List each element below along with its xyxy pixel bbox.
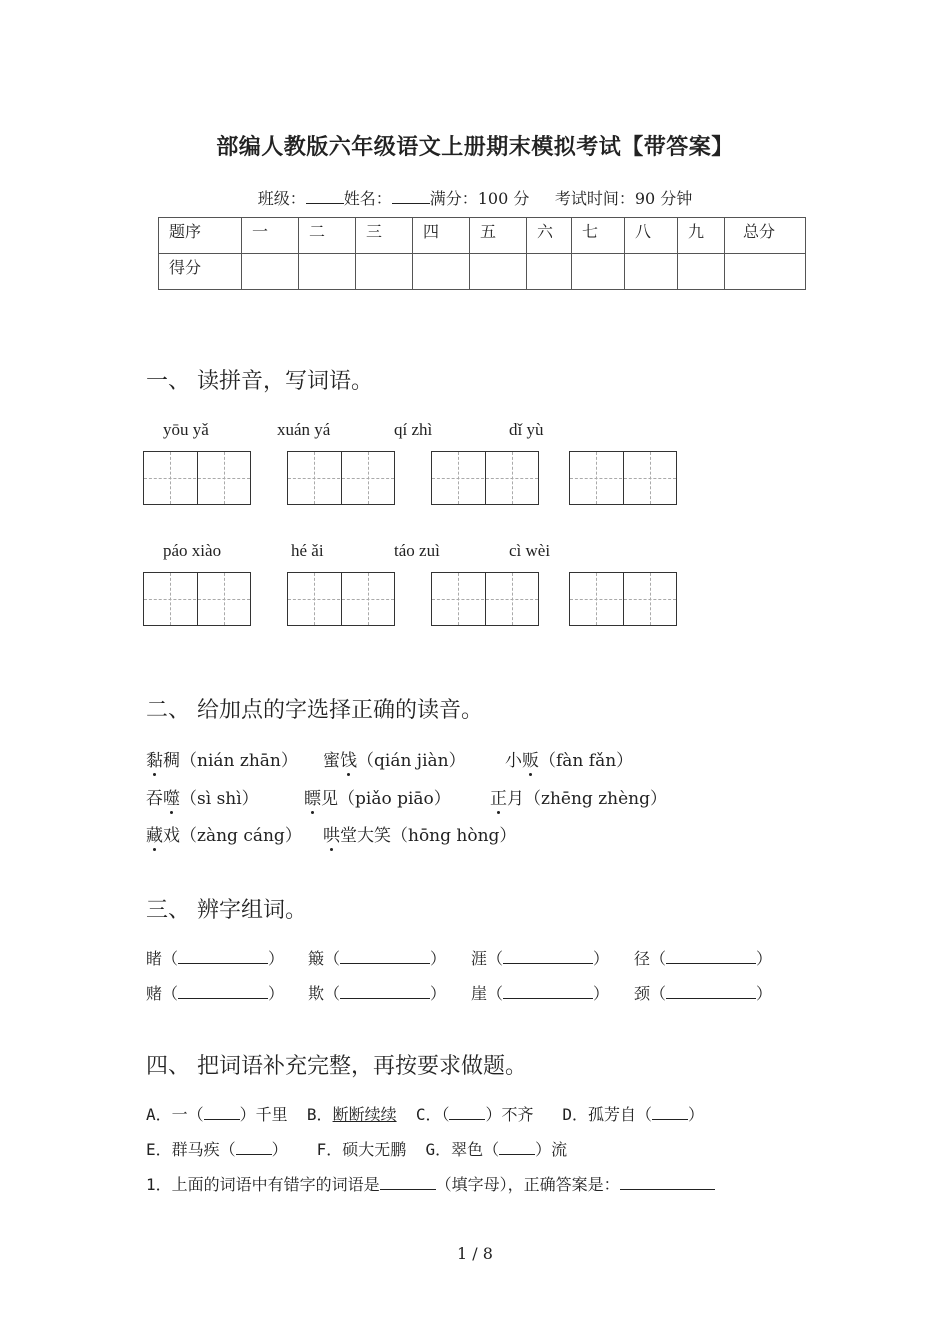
score-cell[interactable]	[678, 254, 725, 290]
char: 径	[634, 949, 651, 968]
word-item[interactable]: 涯（ ）	[471, 949, 610, 968]
exam-meta	[0, 186, 950, 209]
writing-grid[interactable]	[431, 451, 539, 505]
reading-options: （sì shì）	[180, 789, 259, 809]
q1-text: 1．上面的词语中有错字的词语是	[146, 1175, 380, 1194]
item-text: 小	[505, 751, 522, 771]
reading-options: （qián jiàn）	[357, 751, 466, 771]
pinyin: yōu yǎ	[163, 420, 209, 439]
char: 赌	[146, 984, 163, 1003]
dotted-char: 饯	[340, 751, 357, 771]
reading-item[interactable]	[146, 784, 259, 809]
blank[interactable]	[499, 1140, 535, 1155]
section2-title: 二、 给加点的字选择正确的读音。	[146, 698, 483, 723]
section4-title: 四、 把词语补充完整，再按要求做题。	[146, 1054, 527, 1079]
score-cell[interactable]	[725, 254, 806, 290]
score-table	[158, 217, 806, 290]
writing-grid[interactable]	[569, 451, 677, 505]
blank[interactable]	[236, 1140, 272, 1155]
class-label: 班级：	[257, 189, 306, 208]
full-score: 满分：100 分	[429, 189, 530, 208]
idiom-d-rest: ）	[688, 1105, 705, 1124]
header-cell: 九	[678, 218, 725, 254]
score-cell[interactable]	[413, 254, 470, 290]
idiom-a: A．一（	[146, 1105, 204, 1124]
idiom-c-rest: ）不齐	[485, 1105, 534, 1124]
question-1	[146, 1172, 715, 1195]
idiom-g: G．翠色（	[425, 1140, 500, 1159]
dotted-char: 藏	[146, 826, 163, 846]
header-cell: 总分	[725, 218, 806, 254]
idiom-line-1	[146, 1102, 704, 1125]
char: 簸	[308, 949, 325, 968]
char: 崖	[471, 984, 488, 1003]
writing-grid[interactable]	[431, 572, 539, 626]
dotted-char: 贩	[522, 751, 539, 771]
section3-title: 三、 辨字组词。	[146, 898, 307, 923]
pinyin: páo xiào	[163, 541, 222, 560]
pinyin: cì wèi	[509, 541, 551, 560]
score-cell[interactable]	[242, 254, 299, 290]
score-cell[interactable]	[572, 254, 625, 290]
word-item[interactable]: 欺（ ）	[308, 984, 447, 1003]
char: 颈	[634, 984, 651, 1003]
dotted-char: 哄	[323, 826, 340, 846]
word-item[interactable]: 崖（ ）	[471, 984, 610, 1003]
idiom-e: E．群马疾（	[146, 1140, 236, 1159]
reading-options: （fàn fǎn）	[539, 751, 634, 771]
word-item[interactable]: 簸（ ）	[308, 949, 447, 968]
reading-item[interactable]	[490, 784, 667, 809]
reading-options: 堂大笑（hōng hòng）	[340, 826, 517, 846]
letter-blank[interactable]	[380, 1175, 436, 1190]
idiom-f: F．硕大无鹏	[316, 1140, 407, 1159]
header-cell: 八	[625, 218, 678, 254]
word-item[interactable]: 赌（ ）	[146, 984, 285, 1003]
char: 涯	[471, 949, 488, 968]
header-cell: 四	[413, 218, 470, 254]
item-text: 吞	[146, 789, 163, 809]
idiom-a-rest: ）千里	[239, 1105, 288, 1124]
reading-item[interactable]	[146, 821, 302, 846]
pinyin: dǐ yù	[509, 420, 544, 439]
word-item[interactable]: 颈（ ）	[634, 984, 773, 1003]
page-number: 1 / 8	[457, 1244, 493, 1263]
reading-item[interactable]	[505, 746, 633, 771]
idiom-g-rest: ）流	[535, 1140, 568, 1159]
score-row	[159, 254, 806, 290]
header-cell: 题序	[159, 218, 242, 254]
header-cell: 二	[299, 218, 356, 254]
writing-grid[interactable]	[287, 451, 395, 505]
reading-item[interactable]	[323, 746, 466, 771]
item-text: 蜜	[323, 751, 340, 771]
header-cell: 六	[527, 218, 572, 254]
header-cell: 五	[470, 218, 527, 254]
blank[interactable]	[652, 1105, 688, 1120]
class-blank[interactable]	[306, 189, 344, 204]
score-cell[interactable]	[470, 254, 527, 290]
idiom-e-rest: ）	[271, 1140, 288, 1159]
score-cell[interactable]	[299, 254, 356, 290]
score-header-row	[159, 218, 806, 254]
header-cell: 一	[242, 218, 299, 254]
writing-grid[interactable]	[569, 572, 677, 626]
dotted-char: 瞟	[304, 789, 321, 809]
reading-options: 稠（nián zhān）	[163, 751, 298, 771]
reading-options: 戏（zàng cáng）	[163, 826, 302, 846]
header-cell: 三	[356, 218, 413, 254]
idiom-b-word: 断断续续	[332, 1105, 397, 1124]
name-label: 姓名：	[343, 189, 392, 208]
char: 睹	[146, 949, 163, 968]
section1-title: 一、 读拼音，写词语。	[146, 369, 373, 394]
dotted-char: 黏	[146, 751, 163, 771]
idiom-c: C．（	[415, 1105, 450, 1124]
q1-text-2: （填字母），正确答案是：	[435, 1175, 620, 1194]
pinyin: xuán yá	[277, 420, 331, 439]
page-title: 部编人教版六年级语文上册期末模拟考试【带答案】	[216, 134, 734, 160]
word-item[interactable]: 睹（ ）	[146, 949, 285, 968]
pinyin: táo zuì	[394, 541, 440, 560]
dotted-char: 正	[490, 789, 507, 809]
score-cell[interactable]	[625, 254, 678, 290]
idiom-line-2	[146, 1137, 567, 1160]
reading-options: 月（zhēng zhèng）	[507, 789, 667, 809]
idiom-b: B．	[306, 1105, 333, 1124]
name-blank[interactable]	[392, 189, 430, 204]
reading-item[interactable]	[304, 784, 451, 809]
pinyin: qí zhì	[394, 420, 433, 439]
score-cell[interactable]	[527, 254, 572, 290]
reading-item[interactable]	[323, 821, 516, 846]
writing-grid[interactable]	[143, 451, 251, 505]
exam-time: 考试时间：90 分钟	[554, 189, 693, 208]
char: 欺	[308, 984, 325, 1003]
writing-grid[interactable]	[287, 572, 395, 626]
blank[interactable]	[204, 1105, 240, 1120]
dotted-char: 噬	[163, 789, 180, 809]
idiom-d: D．孤芳自（	[562, 1105, 653, 1124]
header-cell: 七	[572, 218, 625, 254]
row-label: 得分	[159, 254, 242, 290]
word-item[interactable]: 径（ ）	[634, 949, 773, 968]
reading-item[interactable]	[146, 746, 298, 771]
pinyin: hé ǎi	[291, 541, 324, 560]
blank[interactable]	[449, 1105, 485, 1120]
answer-blank[interactable]	[620, 1175, 715, 1190]
score-cell[interactable]	[356, 254, 413, 290]
reading-options: 见（piǎo piāo）	[321, 789, 451, 809]
writing-grid[interactable]	[143, 572, 251, 626]
